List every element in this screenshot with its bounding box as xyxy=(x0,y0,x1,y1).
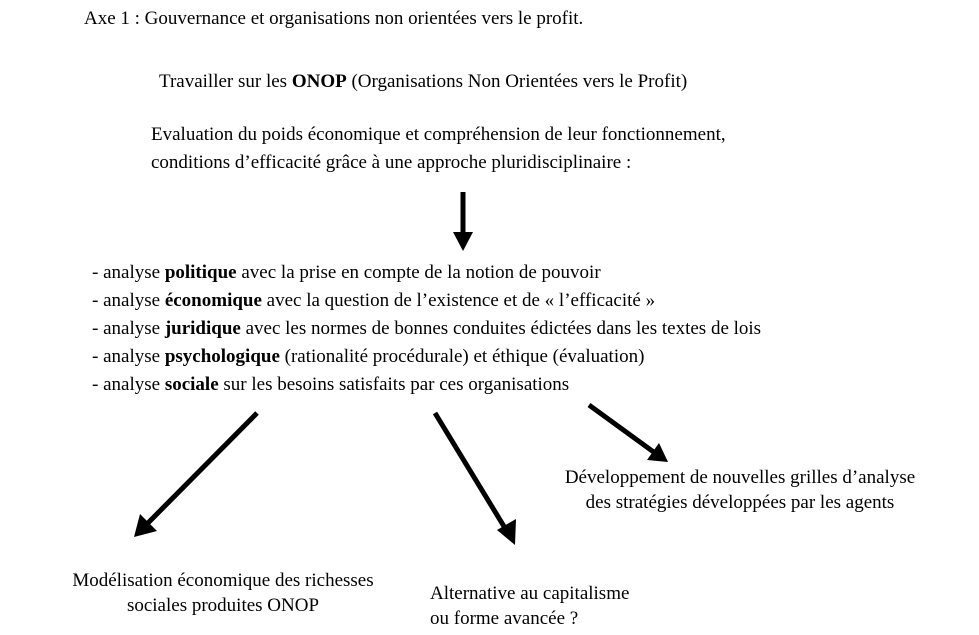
arrow-to-alternative-icon xyxy=(435,413,516,545)
analysis-detail: avec les normes de bonnes conduites édictées dans les textes de lois xyxy=(240,318,762,339)
analysis-keyword: politique xyxy=(164,262,237,283)
arrow-to-modelisation-icon xyxy=(134,413,257,537)
outcome-line: Alternative au capitalisme xyxy=(430,583,630,604)
analysis-keyword: économique xyxy=(164,290,262,311)
analysis-prefix: - analyse xyxy=(92,346,165,367)
outcome-line: Développement de nouvelles grilles d’analyse xyxy=(564,467,916,488)
analysis-item-juridique xyxy=(92,315,761,343)
diagram-title: Axe 1 : Gouvernance et organisations non orientées vers le profit. xyxy=(84,8,584,29)
analysis-detail: avec la question de l’existence et de « l’efficacité » xyxy=(261,290,656,311)
outcome-line: Modélisation économique des richesses xyxy=(72,570,374,591)
outcome-modelisation xyxy=(30,568,416,618)
outcome-line: sociales produites ONOP xyxy=(126,595,320,616)
outcome-line: ou forme avancée ? xyxy=(430,608,579,629)
analysis-keyword: juridique xyxy=(164,318,241,339)
outcome-alternative xyxy=(430,581,629,631)
description-line-1: Evaluation du poids économique et compréhension de leur fonctionnement, xyxy=(151,124,726,145)
outcome-line: des stratégies développées par les agents xyxy=(585,492,895,513)
analysis-item-economique xyxy=(92,287,761,315)
analysis-prefix: - analyse xyxy=(92,318,165,339)
subtitle-acronym: ONOP xyxy=(291,71,347,92)
analysis-item-psychologique xyxy=(92,343,761,371)
analysis-prefix: - analyse xyxy=(92,290,165,311)
analysis-prefix: - analyse xyxy=(92,262,165,283)
analysis-prefix: - analyse xyxy=(92,374,165,395)
analysis-detail: sur les besoins satisfaits par ces organisations xyxy=(218,374,570,395)
down-arrow-icon xyxy=(453,192,473,251)
analysis-item-sociale xyxy=(92,371,761,399)
analysis-item-politique xyxy=(92,259,761,287)
analysis-detail: avec la prise en compte de la notion de pouvoir xyxy=(236,262,601,283)
outcome-developpement xyxy=(520,465,960,515)
description-line-2: conditions d’efficacité grâce à une approche pluridisciplinaire : xyxy=(151,152,632,173)
analysis-detail: (rationalité procédurale) et éthique (évaluation) xyxy=(279,346,645,367)
subtitle-suffix: (Organisations Non Orientées vers le Profit) xyxy=(346,71,688,92)
analysis-list xyxy=(92,259,761,399)
arrow-to-developpement-icon xyxy=(589,405,668,462)
subtitle-prefix: Travailler sur les xyxy=(159,71,292,92)
analysis-keyword: psychologique xyxy=(164,346,280,367)
analysis-keyword: sociale xyxy=(164,374,219,395)
